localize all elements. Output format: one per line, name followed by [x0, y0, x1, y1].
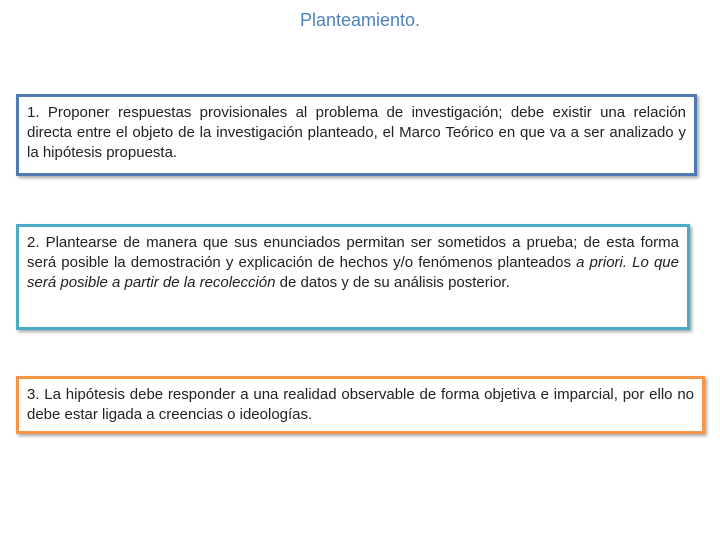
point-1-text: 1. Proponer respuestas provisionales al problema de investigación; debe existir una relación directa entre el objeto de la investigación planteado, el Marco Teórico en que va a ser analizado y la hipótesis propuesta.: [27, 104, 686, 161]
point-box-2: [16, 224, 690, 330]
point-box-1: [16, 94, 697, 176]
page-title: Planteamiento.: [299, 10, 421, 30]
point-3-text: 3. La hipótesis debe responder a una realidad observable de forma objetiva e imparcial, por ello no debe estar ligada a creencias o ideologías.: [27, 386, 694, 423]
point-2-text-start: 2. Plantearse de manera que sus enunciados permitan ser sometidos a prueba; de esta forma será posible la demostración y explicación de hechos y/o fenómenos planteados: [27, 234, 679, 271]
point-box-3: [16, 376, 705, 434]
point-2-text-italic: a priori. Lo que será posible a partir de la recolección: [27, 254, 679, 291]
point-2-text-end: de datos y de su análisis posterior.: [275, 274, 510, 291]
